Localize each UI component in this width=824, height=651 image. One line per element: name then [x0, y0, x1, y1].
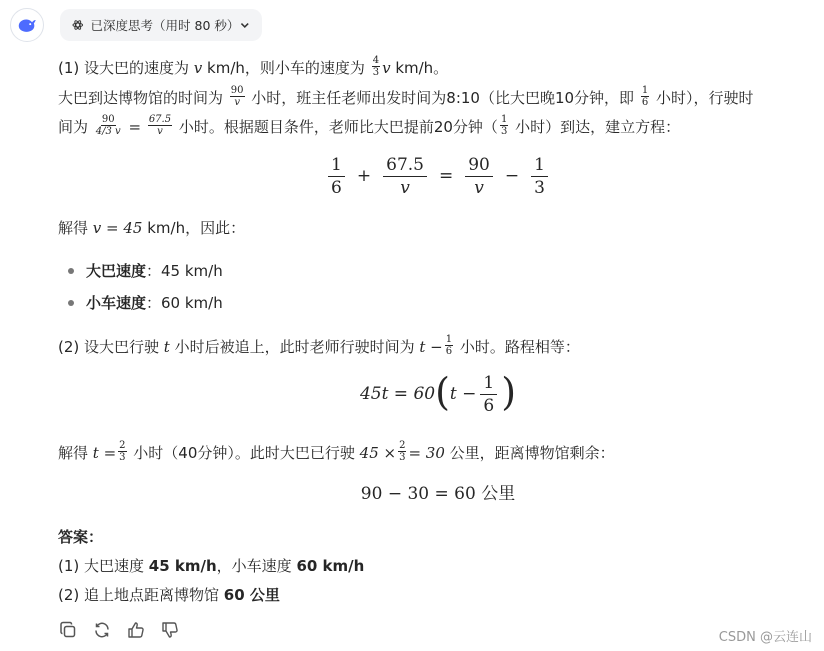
atom-icon [72, 19, 84, 31]
equation-2: 45t = 60(t − $\frac{1}{6}$ ) [359, 369, 517, 416]
equation-1: $\frac{1}{6}$ + $\frac{67.5}{v}$ = $\frac{90}{v}$ − $\frac{1}{3}$ [58, 154, 818, 199]
paragraph-1-line-2: 大巴到达博物馆的时间为 $\frac{90}{v}$ 小时，班主任老师出发时间为8:10（比大巴晚10分钟，即 $\frac{1}{6}$ 小时），行驶时 [58, 85, 754, 108]
dislike-button[interactable] [160, 620, 180, 640]
fraction: $\frac{1}{6}$ [641, 85, 649, 108]
watermark: CSDN @云连山 [718, 630, 812, 645]
paragraph-1-line-3: 间为 $\frac{90}{4/3 v}$ = $\frac{67.5}{v}$ 小时。根据题目条件，老师比大巴提前20分钟（ $\frac{1}{3}$ 小时）到达，建立方程： [58, 114, 681, 137]
paragraph-2: (2) 设大巴行驶 t 小时后被追上，此时老师行驶时间为 t − $\frac{1}{6}$ 小时。路程相等： [58, 334, 580, 357]
regenerate-button[interactable] [92, 620, 112, 640]
answer-title: 答案： [58, 528, 104, 546]
answer-line-1: (1) 大巴速度 45 km/h，小车速度 60 km/h [58, 557, 365, 575]
chevron-down-icon [240, 20, 250, 30]
copy-icon [59, 621, 77, 639]
fraction: $\frac{2}{3}$ [119, 440, 126, 463]
bullet-dot [68, 268, 74, 274]
bullet-bus-speed: 大巴速度：45 km/h [86, 262, 223, 280]
answer-line-2: (2) 追上地点距离博物馆 60 公里 [58, 586, 280, 604]
solution-2: 解得 t = $\frac{2}{3}$ 小时（40分钟）。此时大巴已行驶 45 × $\frac{2}{3}$ = 30 公里，距离博物馆剩余： [58, 440, 615, 463]
thumbs-down-icon [161, 621, 179, 639]
like-button[interactable] [126, 620, 146, 640]
thinking-label: 已深度思考（用时 80 秒） [90, 18, 240, 33]
deepseek-avatar [10, 8, 44, 42]
thumbs-up-icon [127, 621, 145, 639]
bullet-dot [68, 300, 74, 306]
fraction: $\frac{90}{v}$ [230, 85, 244, 108]
bullet-car-speed: 小车速度：60 km/h [86, 294, 223, 312]
fraction: $\frac{1}{6}$ [445, 334, 453, 357]
fraction: $\frac{1}{3}$ [500, 114, 508, 137]
message-actions [58, 620, 180, 640]
equation-3: 90 − 30 = 60 公里 [360, 484, 516, 504]
paragraph-1-line-1: (1) 设大巴的速度为 v km/h，则小车的速度为 $\frac{4}{3}$ v km/h。 [58, 55, 449, 78]
fraction: $\frac{4}{3}$ [372, 55, 380, 78]
deep-thinking-toggle[interactable] [60, 9, 262, 41]
fraction: $\frac{67.5}{v}$ [148, 114, 172, 137]
fraction: $\frac{90}{4/3 v}$ [95, 114, 121, 137]
copy-button[interactable] [58, 620, 78, 640]
solution-1: 解得 v = 45 km/h，因此： [58, 219, 246, 237]
fraction: $\frac{2}{3}$ [399, 440, 406, 463]
deepseek-whale-icon [16, 14, 38, 36]
regenerate-icon [93, 621, 111, 639]
